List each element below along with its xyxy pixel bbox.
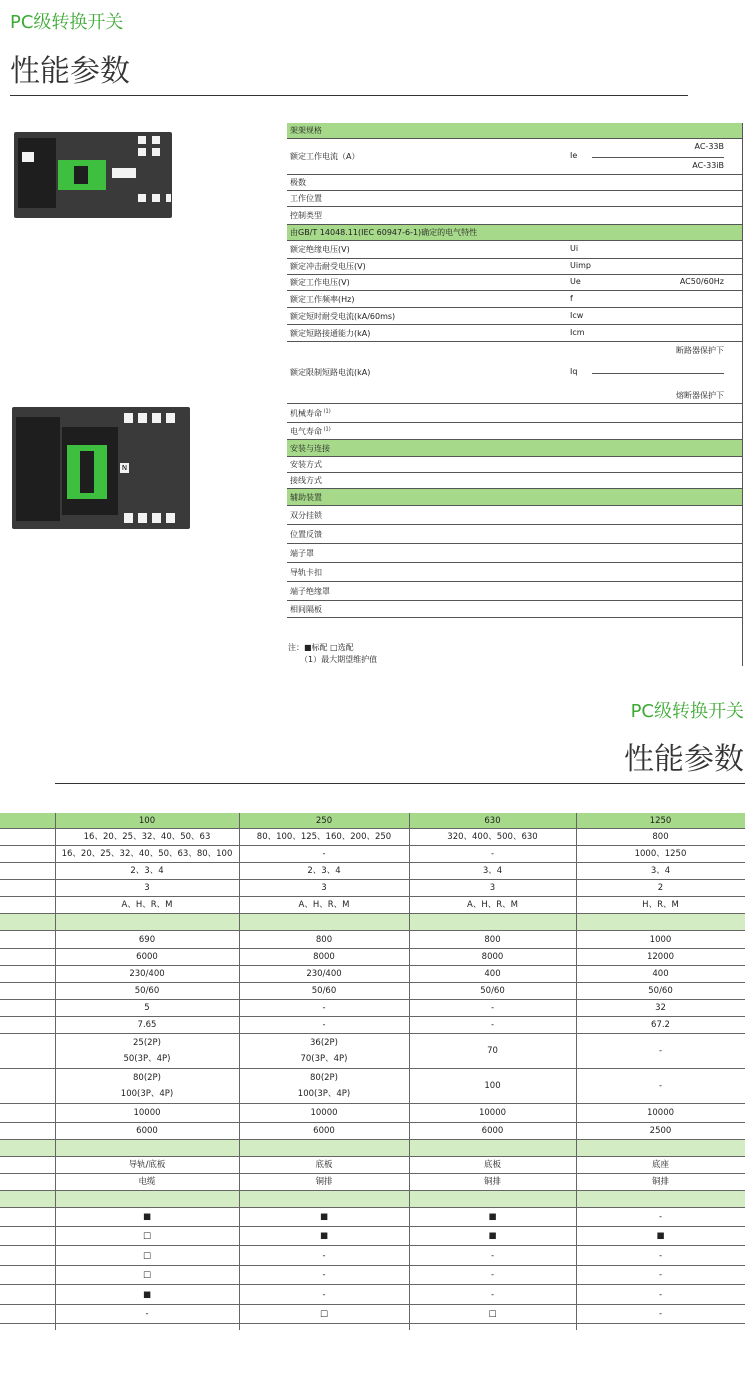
table-cell: 底板 xyxy=(315,1160,333,1170)
table-cell: □ xyxy=(142,1231,152,1241)
row-spacer-cell xyxy=(0,846,55,862)
row-spacer-cell xyxy=(0,1305,55,1323)
table-cell: 10000 xyxy=(478,1108,507,1118)
parameter-label: 双分挂锁 xyxy=(290,510,322,520)
table-cell: 8000 xyxy=(313,952,335,962)
table-cell xyxy=(55,1140,239,1156)
parameter-label: 额定工作频率(Hz) xyxy=(290,294,355,304)
table-cell: - xyxy=(490,1289,495,1300)
table-cell: 12000 xyxy=(646,952,675,962)
parameter-label: 额定限制短路电流(kA) xyxy=(290,368,371,377)
label-row xyxy=(287,457,743,473)
table-cell: - xyxy=(322,1020,326,1030)
table-cell: 2500 xyxy=(649,1126,672,1136)
label-row xyxy=(287,259,743,275)
parameter-qualifier: AC50/60Hz xyxy=(679,277,724,286)
row-spacer-cell xyxy=(0,1246,55,1265)
table-cell: - xyxy=(322,849,326,859)
column-separator xyxy=(239,813,240,1330)
table-cell: A、H、R、M xyxy=(298,900,350,910)
table-cell: 50/60 xyxy=(311,986,337,996)
table-cell: ■ xyxy=(142,1289,152,1300)
parameter-qualifier: AC-33iB xyxy=(692,161,724,170)
label-row xyxy=(287,473,743,489)
table-row xyxy=(0,1208,745,1227)
row-spacer-cell xyxy=(0,1285,55,1304)
table-cell: 800 xyxy=(652,832,669,842)
table-row xyxy=(0,863,745,880)
table-cell: 6000 xyxy=(136,1126,158,1136)
table-cell: - xyxy=(658,1212,663,1222)
label-row xyxy=(287,525,743,544)
label-row xyxy=(287,275,743,291)
table-cell: - xyxy=(658,1046,663,1056)
row-spacer-cell xyxy=(0,1104,55,1122)
table-cell: - xyxy=(490,1003,495,1013)
table-cell: 5 xyxy=(144,1003,150,1013)
table-cell xyxy=(55,1034,239,1068)
header-rule-bottom xyxy=(55,783,745,784)
table-cell: 3 xyxy=(144,883,150,893)
parameter-label: 安装与连接 xyxy=(290,443,330,453)
parameter-label: 工作位置 xyxy=(290,194,322,203)
table-cell: 80、100、125、160、200、250 xyxy=(256,832,392,842)
table-cell xyxy=(239,1191,409,1207)
cell-line: 100(3P、4P) xyxy=(120,1089,174,1099)
table-cell: 6000 xyxy=(313,1126,335,1136)
table-cell: 底板 xyxy=(483,1160,501,1170)
label-row xyxy=(287,291,743,308)
table-cell: 电缆 xyxy=(138,1177,156,1187)
parameter-qualifier: 熔断器保护下 xyxy=(676,391,724,400)
split-line xyxy=(592,157,724,158)
row-spacer-cell xyxy=(0,1069,55,1103)
page-title-top: 性能参数 xyxy=(10,54,130,89)
row-spacer-cell xyxy=(0,897,55,913)
table-cell: 导轨/底板 xyxy=(128,1160,166,1170)
row-spacer-cell xyxy=(0,1266,55,1284)
parameter-label: 由GB/T 14048.11(IEC 60947-6-1)确定的电气特性 xyxy=(290,228,478,237)
table-cell: 10000 xyxy=(133,1108,161,1118)
table-row xyxy=(0,983,745,1000)
table-cell: 1000 xyxy=(649,934,672,945)
table-cell: 230/400 xyxy=(306,969,342,979)
label-row xyxy=(287,325,743,342)
column-separator xyxy=(409,813,410,1330)
table-cell: ■ xyxy=(488,1231,497,1241)
table-row xyxy=(0,1123,745,1140)
row-spacer-cell xyxy=(0,1017,55,1033)
label-row xyxy=(287,207,743,225)
header-rule-top xyxy=(10,95,688,96)
table-cell: 50/60 xyxy=(134,986,160,996)
table-cell: 320、400、500、630 xyxy=(447,832,538,842)
table-cell xyxy=(239,1034,409,1068)
table-cell: 1000、1250 xyxy=(634,849,687,859)
label-row xyxy=(287,123,743,139)
label-row xyxy=(287,225,743,241)
table-cell: 400 xyxy=(652,969,669,979)
table-cell xyxy=(239,1140,409,1156)
table-cell: □ xyxy=(142,1270,152,1280)
table-cell: - xyxy=(658,1309,663,1319)
row-spacer-cell xyxy=(0,983,55,999)
table-cell: 690 xyxy=(138,934,156,945)
parameter-label: 额定冲击耐受电压(V) xyxy=(290,262,366,271)
table-row xyxy=(0,880,745,897)
subtitle-bottom: PC级转换开关 xyxy=(630,701,744,722)
row-spacer-cell xyxy=(0,1157,55,1173)
table-row xyxy=(0,1266,745,1285)
table-cell: 250 xyxy=(315,815,333,826)
table-cell: - xyxy=(322,1250,326,1261)
parameter-label: 端子绝缘罩 xyxy=(290,586,330,596)
table-row xyxy=(0,1069,745,1104)
table-cell: 400 xyxy=(484,969,501,979)
table-cell: - xyxy=(658,1250,663,1261)
parameter-symbol: Icm xyxy=(570,327,585,337)
parameter-label: 极数 xyxy=(290,178,306,187)
row-spacer-cell xyxy=(0,1174,55,1190)
table-cell: 50/60 xyxy=(648,986,673,996)
table-cell: □ xyxy=(488,1309,497,1319)
table-cell: 10000 xyxy=(310,1108,338,1118)
parameter-label: 导轨卡扣 xyxy=(290,567,322,577)
parameter-symbol: Iq xyxy=(570,367,578,376)
parameter-label: 位置反馈 xyxy=(290,529,322,539)
table-row xyxy=(0,1104,745,1123)
switch-device-image-small xyxy=(14,132,172,218)
table-row xyxy=(0,897,745,914)
column-separator xyxy=(55,813,56,1330)
table-cell: 2 xyxy=(657,883,664,893)
label-row xyxy=(287,582,743,601)
table-cell: - xyxy=(322,1289,326,1300)
subtitle-top: PC级转换开关 xyxy=(10,12,124,33)
table-cell: - xyxy=(658,1081,663,1091)
table-cell: - xyxy=(658,1289,663,1300)
table-cell: 3、4 xyxy=(650,866,671,876)
label-row xyxy=(287,489,743,506)
table-cell: ■ xyxy=(319,1231,329,1241)
label-row xyxy=(287,308,743,325)
parameter-label: 端子罩 xyxy=(290,548,314,558)
label-row xyxy=(287,506,743,525)
parameter-label: 相间隔板 xyxy=(290,604,322,614)
table-row xyxy=(0,1000,745,1017)
parameter-label: 安装方式 xyxy=(290,460,322,469)
table-cell: 3、4 xyxy=(482,866,503,876)
row-spacer-cell xyxy=(0,931,55,948)
row-spacer-cell xyxy=(0,1140,55,1156)
table-cell xyxy=(409,914,576,930)
table-cell: 800 xyxy=(484,934,501,945)
table-cell: 6000 xyxy=(136,952,158,962)
row-spacer-cell xyxy=(0,949,55,965)
cell-line: 70(3P、4P) xyxy=(300,1054,348,1064)
page-title-bottom: 性能参数 xyxy=(624,742,744,777)
table-cell: 3 xyxy=(321,883,327,893)
table-row xyxy=(0,829,745,846)
table-row xyxy=(0,1034,745,1069)
legend-note: 注：■标配 □选配 xyxy=(288,643,354,652)
table-row xyxy=(0,1157,745,1174)
table-cell: □ xyxy=(319,1309,329,1319)
table-cell xyxy=(239,914,409,930)
table-cell: 67.2 xyxy=(651,1020,670,1030)
table-cell: 100 xyxy=(138,815,156,826)
table-cell: - xyxy=(490,1270,495,1280)
parameter-label: 架架规格 xyxy=(290,126,322,135)
footnote: （1）最大期望维护值 xyxy=(300,655,378,664)
table-cell xyxy=(576,1191,745,1207)
table-cell: - xyxy=(490,849,495,859)
table-cell: 7.65 xyxy=(137,1020,157,1030)
table-cell: 230/400 xyxy=(129,969,165,979)
row-spacer-cell xyxy=(0,1208,55,1226)
label-row xyxy=(287,175,743,191)
split-line xyxy=(592,373,724,374)
table-cell: 3 xyxy=(489,883,496,893)
switch-device-image-large xyxy=(12,407,190,529)
label-row xyxy=(287,342,743,404)
parameter-label: 辅助装置 xyxy=(290,492,322,502)
row-spacer-cell xyxy=(0,1034,55,1068)
row-spacer-cell xyxy=(0,863,55,879)
table-cell: 50/60 xyxy=(480,986,505,996)
footnote-marker: (1) xyxy=(322,407,331,414)
cell-line: 80(2P) xyxy=(310,1073,338,1083)
cell-line: 80(2P) xyxy=(133,1073,161,1083)
table-cell: 800 xyxy=(315,934,333,945)
table-cell: 铜排 xyxy=(315,1177,333,1187)
table-cell: H、R、M xyxy=(642,900,679,910)
table-row xyxy=(0,914,745,931)
table-row xyxy=(0,1174,745,1191)
parameter-label: 机械寿命 $^{(1)}$ xyxy=(290,407,331,418)
parameter-symbol: Ue xyxy=(570,277,581,286)
table-cell: 32 xyxy=(655,1003,666,1013)
table-row xyxy=(0,813,745,829)
table-cell: 2、3、4 xyxy=(307,866,341,876)
label-row xyxy=(287,139,743,175)
table-cell: 6000 xyxy=(481,1126,504,1136)
table-cell: ■ xyxy=(488,1212,497,1222)
row-spacer-cell xyxy=(0,880,55,896)
table-cell xyxy=(55,1191,239,1207)
parameter-symbol: Icw xyxy=(570,310,584,320)
row-spacer-cell xyxy=(0,966,55,982)
table-row xyxy=(0,846,745,863)
table-row xyxy=(0,1191,745,1208)
row-spacer-cell xyxy=(0,1000,55,1016)
cell-line: 36(2P) xyxy=(310,1038,338,1048)
table-cell: 2、3、4 xyxy=(130,866,164,876)
table-cell: - xyxy=(145,1309,149,1319)
table-row xyxy=(0,1140,745,1157)
parameter-label: 额定短路接通能力(kA) xyxy=(290,328,371,338)
table-cell xyxy=(576,1140,745,1156)
table-cell: 铜排 xyxy=(651,1177,669,1187)
table-row xyxy=(0,949,745,966)
table-cell: 铜排 xyxy=(483,1177,501,1187)
table-cell: ■ xyxy=(656,1231,665,1241)
label-row xyxy=(287,241,743,259)
row-spacer-cell xyxy=(0,1227,55,1245)
table-row xyxy=(0,1246,745,1266)
row-spacer-cell xyxy=(0,813,55,828)
table-cell: A、H、R、M xyxy=(121,900,173,910)
table-cell: 8000 xyxy=(481,952,504,962)
table-cell: 16、20、25、32、40、50、63、80、100 xyxy=(61,849,233,859)
parameter-qualifier: 断路器保护下 xyxy=(676,346,724,355)
table-row xyxy=(0,1305,745,1324)
parameter-label: 控制类型 xyxy=(290,211,322,220)
table-cell: - xyxy=(322,1270,326,1280)
parameter-label: 电气寿命 $^{(1)}$ xyxy=(290,425,331,436)
table-cell xyxy=(55,914,239,930)
table-cell: - xyxy=(490,1020,495,1030)
label-row xyxy=(287,544,743,563)
table-cell: 70 xyxy=(487,1046,498,1056)
parameter-symbol: Ie xyxy=(570,151,578,160)
table-cell: □ xyxy=(142,1250,152,1261)
label-row xyxy=(287,601,743,618)
table-cell: 底座 xyxy=(651,1160,669,1170)
parameter-label: 额定工作电流（A） xyxy=(290,152,360,161)
table-cell xyxy=(239,1069,409,1103)
parameter-symbol: Ui xyxy=(570,244,579,253)
label-row xyxy=(287,423,743,440)
table-cell: 1250 xyxy=(649,815,672,826)
parameter-symbol: Uimp xyxy=(570,261,591,270)
table-cell: 630 xyxy=(484,815,501,826)
table-cell: ■ xyxy=(142,1212,152,1222)
table-cell: A、H、R、M xyxy=(467,900,518,910)
column-separator xyxy=(576,813,577,1330)
parameter-qualifier: AC-33B xyxy=(694,142,724,151)
label-row xyxy=(287,440,743,457)
label-row xyxy=(287,191,743,207)
row-spacer-cell xyxy=(0,914,55,930)
table-cell: - xyxy=(322,1003,326,1013)
row-spacer-cell xyxy=(0,1191,55,1207)
table-cell xyxy=(576,914,745,930)
parameter-symbol: f xyxy=(570,293,573,303)
table-row xyxy=(0,1285,745,1305)
table-cell xyxy=(409,1140,576,1156)
footnote-marker: (1) xyxy=(322,425,331,432)
parameter-label: 接线方式 xyxy=(290,476,322,485)
table-cell: 100 xyxy=(484,1081,501,1091)
table-row xyxy=(0,966,745,983)
label-row xyxy=(287,404,743,423)
cell-line: 50(3P、4P) xyxy=(123,1054,171,1064)
table-right-border xyxy=(742,123,743,666)
cell-line: 25(2P) xyxy=(133,1038,161,1048)
table-cell xyxy=(409,1191,576,1207)
table-row xyxy=(0,931,745,949)
table-cell: - xyxy=(658,1270,663,1280)
parameter-label: 额定绝缘电压(V) xyxy=(290,245,350,254)
table-row xyxy=(0,1227,745,1246)
row-spacer-cell xyxy=(0,829,55,845)
row-spacer-cell xyxy=(0,1123,55,1139)
table-cell: ■ xyxy=(319,1212,329,1222)
table-row xyxy=(0,1017,745,1034)
table-cell: 16、20、25、32、40、50、63 xyxy=(83,832,211,842)
cell-line: 100(3P、4P) xyxy=(297,1089,351,1099)
table-cell xyxy=(55,1069,239,1103)
parameter-label: 额定工作电压(V) xyxy=(290,278,350,287)
neutral-label: N xyxy=(121,464,128,472)
parameter-label: 额定短时耐受电流(kA/60ms) xyxy=(290,311,396,321)
table-cell: - xyxy=(490,1250,495,1261)
label-row xyxy=(287,563,743,582)
table-cell: 10000 xyxy=(646,1108,675,1118)
